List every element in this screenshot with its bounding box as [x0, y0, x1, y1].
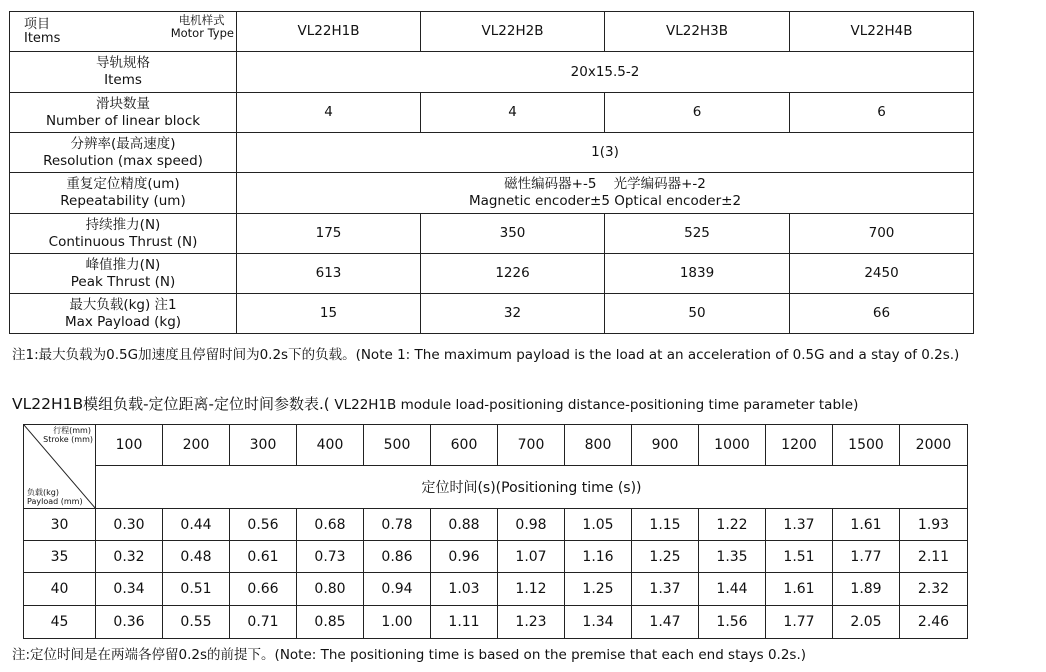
time-cell: 1.89	[833, 573, 900, 606]
time-cell: 0.80	[297, 573, 364, 606]
payload-row-35	[24, 541, 968, 573]
value-cell: 6	[605, 93, 790, 133]
corner-items-label: 项目 Items	[24, 17, 61, 46]
payload-row-40	[24, 573, 968, 606]
time-cell: 1.11	[431, 606, 498, 639]
spec-row-repeatability	[10, 173, 974, 214]
positioning-time-note: 注:定位时间是在两端各停留0.2s的前提下。(Note: The positioning time is based on the premise that each end stays 0.2s.)	[12, 647, 807, 663]
spec-header-row	[10, 12, 974, 52]
value-cell: 66	[790, 294, 974, 334]
stroke-header: 300	[230, 425, 297, 466]
time-cell: 1.61	[833, 509, 900, 541]
time-cell: 1.05	[565, 509, 632, 541]
stroke-header: 200	[163, 425, 230, 466]
row-label: 滑块数量 Number of linear block	[10, 93, 237, 133]
time-table-heading: VL22H1B模组负载-定位距离-定位时间参数表.( VL22H1B module load-positioning distance-positioning time parameter table)	[12, 395, 859, 413]
time-cell: 2.05	[833, 606, 900, 639]
time-cell: 0.34	[96, 573, 163, 606]
spec-row-resolution	[10, 133, 974, 173]
row-label: 峰值推力(N) Peak Thrust (N)	[10, 254, 237, 294]
payload-cell: 45	[24, 606, 96, 639]
time-cell: 0.30	[96, 509, 163, 541]
time-cell: 1.00	[364, 606, 431, 639]
value-cell: 4	[237, 93, 421, 133]
time-cell: 0.44	[163, 509, 230, 541]
time-cell: 1.23	[498, 606, 565, 639]
merged-value: 20x15.5-2	[237, 52, 974, 93]
value-cell: 2450	[790, 254, 974, 294]
value-cell: 700	[790, 214, 974, 254]
time-cell: 0.68	[297, 509, 364, 541]
stroke-header: 800	[565, 425, 632, 466]
spec-row-max-payload	[10, 294, 974, 334]
time-cell: 1.12	[498, 573, 565, 606]
payload-row-30	[24, 509, 968, 541]
stroke-header: 2000	[900, 425, 968, 466]
stroke-header: 700	[498, 425, 565, 466]
time-cell: 0.71	[230, 606, 297, 639]
stroke-header: 1500	[833, 425, 900, 466]
payload-note: 注1:最大负载为0.5G加速度且停留时间为0.2s下的负载。(Note 1: The maximum payload is the load at an acceleration of 0.5G and a stay of 0.2s.)	[12, 347, 960, 363]
value-cell: 6	[790, 93, 974, 133]
time-cell: 0.98	[498, 509, 565, 541]
value-cell: 175	[237, 214, 421, 254]
time-cell: 1.61	[766, 573, 833, 606]
time-cell: 1.34	[565, 606, 632, 639]
value-cell: 613	[237, 254, 421, 294]
spec-row-continuous-thrust	[10, 214, 974, 254]
stroke-header: 100	[96, 425, 163, 466]
stroke-header: 1200	[766, 425, 833, 466]
time-cell: 2.46	[900, 606, 968, 639]
stroke-header: 600	[431, 425, 498, 466]
time-cell: 0.56	[230, 509, 297, 541]
model-header: VL22H4B	[790, 12, 974, 52]
time-cell: 0.55	[163, 606, 230, 639]
stroke-header: 1000	[699, 425, 766, 466]
time-cell: 1.07	[498, 541, 565, 573]
time-cell: 0.88	[431, 509, 498, 541]
stroke-header: 400	[297, 425, 364, 466]
time-cell: 1.16	[565, 541, 632, 573]
row-label: 最大负载(kg) 注1 Max Payload (kg)	[10, 294, 237, 334]
time-cell: 1.15	[632, 509, 699, 541]
spec-table	[9, 11, 974, 334]
value-cell: 525	[605, 214, 790, 254]
time-corner-cell	[24, 425, 96, 509]
time-cell: 2.11	[900, 541, 968, 573]
value-cell: 4	[421, 93, 605, 133]
time-cell: 0.61	[230, 541, 297, 573]
time-cell: 1.77	[833, 541, 900, 573]
positioning-time-caption: 定位时间(s)(Positioning time (s))	[96, 466, 968, 509]
corner-stroke-label: 行程(mm) Stroke (mm)	[43, 426, 93, 444]
time-cell: 2.32	[900, 573, 968, 606]
model-header: VL22H1B	[237, 12, 421, 52]
model-header: VL22H2B	[421, 12, 605, 52]
time-cell: 1.25	[632, 541, 699, 573]
merged-value: 1(3)	[237, 133, 974, 173]
caption-row	[24, 466, 968, 509]
time-cell: 1.93	[900, 509, 968, 541]
row-label: 重复定位精度(um) Repeatability (um)	[10, 173, 237, 214]
time-cell: 0.78	[364, 509, 431, 541]
time-cell: 0.96	[431, 541, 498, 573]
row-label: 分辨率(最高速度) Resolution (max speed)	[10, 133, 237, 173]
time-cell: 1.51	[766, 541, 833, 573]
positioning-time-table	[23, 424, 968, 639]
payload-cell: 30	[24, 509, 96, 541]
time-cell: 1.77	[766, 606, 833, 639]
value-cell: 32	[421, 294, 605, 334]
value-cell: 1226	[421, 254, 605, 294]
payload-row-45	[24, 606, 968, 639]
stroke-header: 900	[632, 425, 699, 466]
time-cell: 1.37	[766, 509, 833, 541]
value-cell: 1839	[605, 254, 790, 294]
time-cell: 1.03	[431, 573, 498, 606]
corner-payload-label: 负载(kg) Payload (mm)	[27, 488, 83, 506]
time-cell: 1.56	[699, 606, 766, 639]
time-cell: 0.94	[364, 573, 431, 606]
payload-cell: 35	[24, 541, 96, 573]
time-cell: 1.47	[632, 606, 699, 639]
row-label: 导轨规格 Items	[10, 52, 237, 93]
value-cell: 15	[237, 294, 421, 334]
spec-row-peak-thrust	[10, 254, 974, 294]
time-cell: 0.73	[297, 541, 364, 573]
time-cell: 1.44	[699, 573, 766, 606]
spec-row-blocks	[10, 93, 974, 133]
time-cell: 1.25	[565, 573, 632, 606]
time-cell: 1.22	[699, 509, 766, 541]
spec-corner-cell	[10, 12, 237, 52]
model-header: VL22H3B	[605, 12, 790, 52]
value-cell: 50	[605, 294, 790, 334]
time-cell: 0.85	[297, 606, 364, 639]
time-cell: 0.48	[163, 541, 230, 573]
time-cell: 0.66	[230, 573, 297, 606]
payload-cell: 40	[24, 573, 96, 606]
time-cell: 1.35	[699, 541, 766, 573]
spec-row-rail	[10, 52, 974, 93]
time-cell: 0.51	[163, 573, 230, 606]
time-cell: 1.37	[632, 573, 699, 606]
stroke-header: 500	[364, 425, 431, 466]
time-cell: 0.86	[364, 541, 431, 573]
row-label: 持续推力(N) Continuous Thrust (N)	[10, 214, 237, 254]
time-cell: 0.36	[96, 606, 163, 639]
merged-value: 磁性编码器+-5 光学编码器+-2 Magnetic encoder±5 Optical encoder±2	[237, 173, 974, 214]
time-cell: 0.32	[96, 541, 163, 573]
stroke-header-row	[24, 425, 968, 466]
value-cell: 350	[421, 214, 605, 254]
corner-motor-type-label: 电机样式 Motor Type	[170, 13, 234, 40]
